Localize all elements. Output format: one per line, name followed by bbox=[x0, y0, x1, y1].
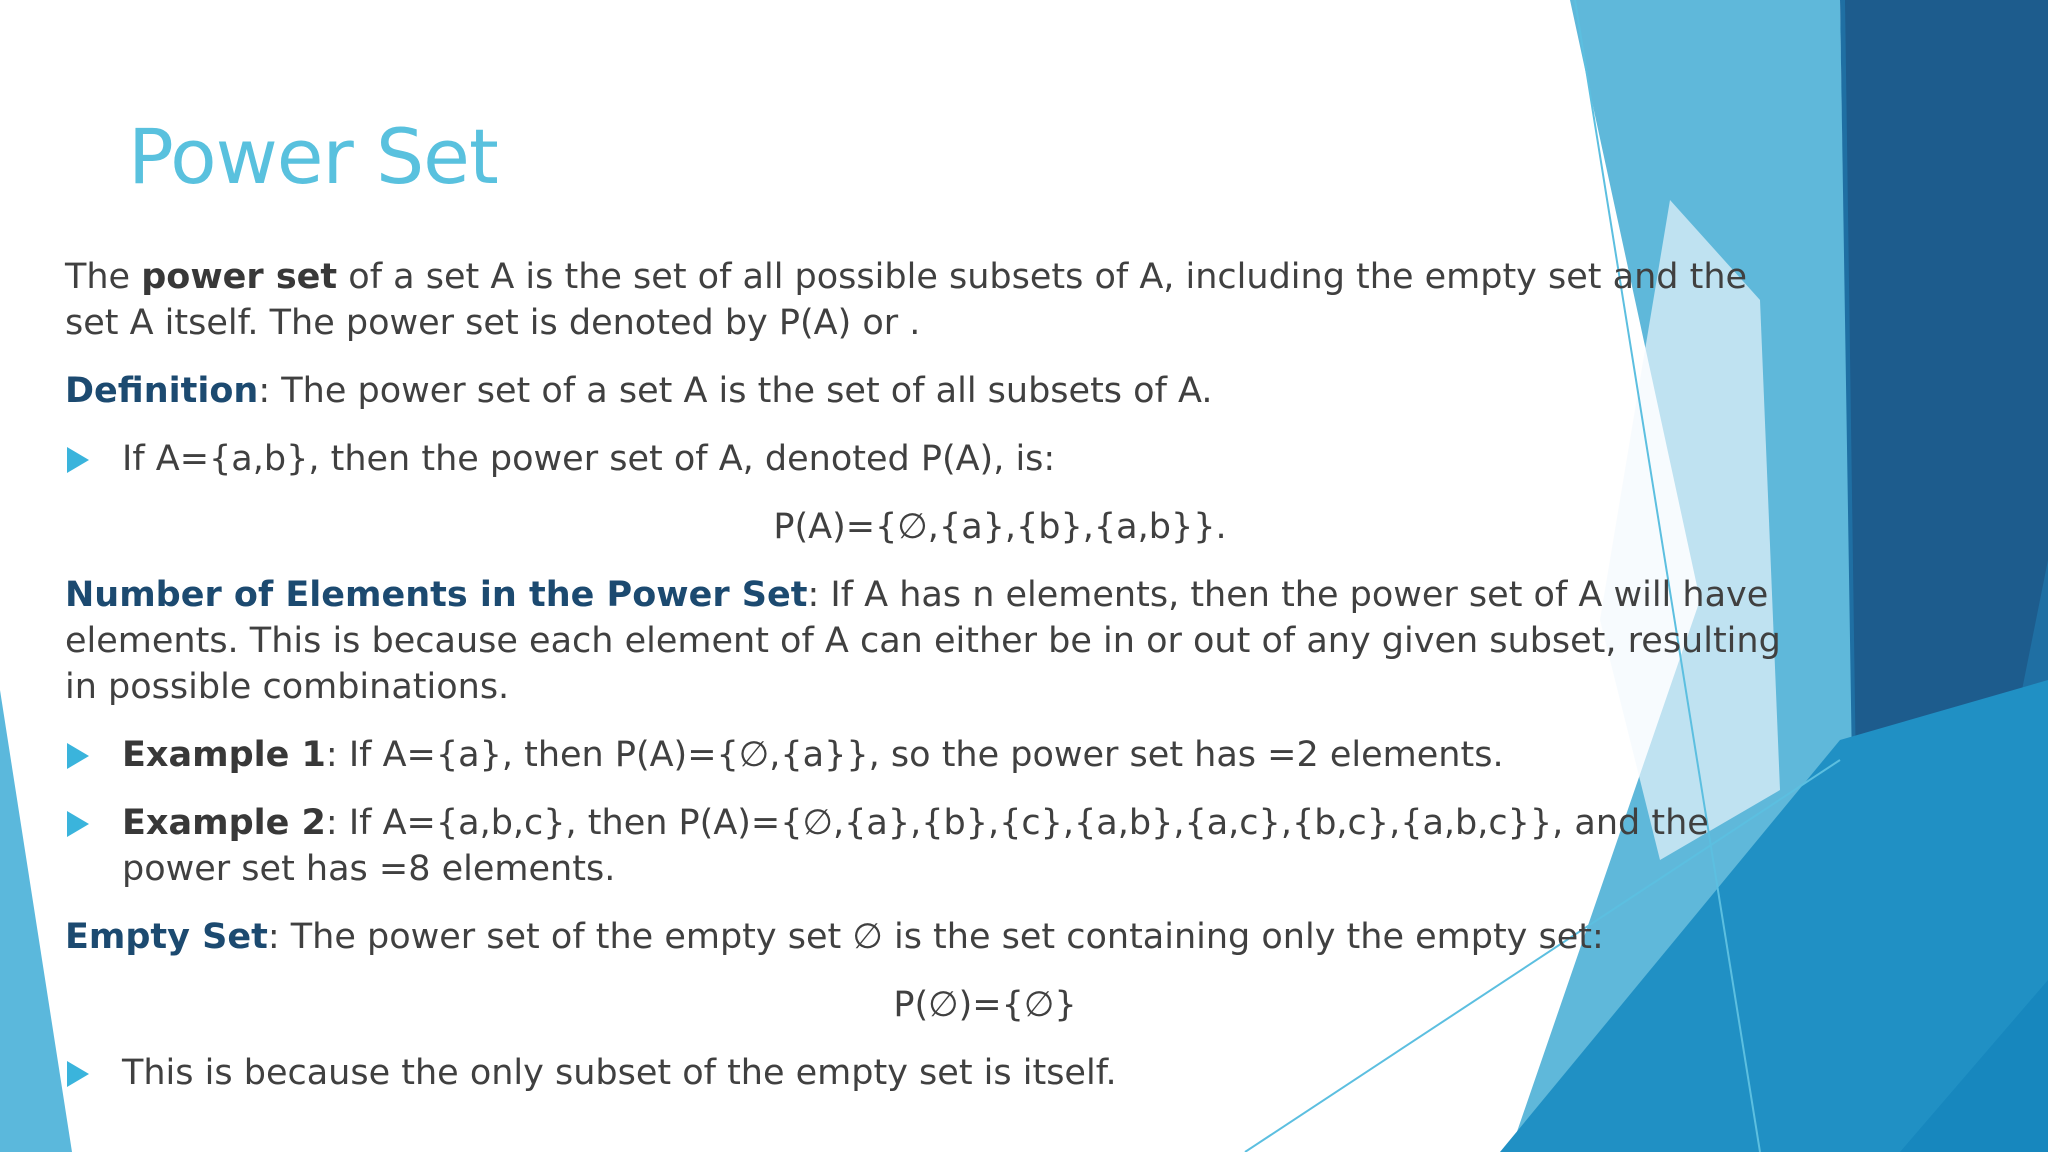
bullet-triangle-icon bbox=[67, 1061, 89, 1087]
slide-title: Power Set bbox=[128, 112, 498, 201]
empty-set-paragraph bbox=[65, 914, 1785, 960]
number-of-elements-text: : If A has n elements, then the power set of A will have elements. This is because each element of A can either be in or out of any given subset, resulting in possible combinations. bbox=[65, 575, 1781, 707]
slide-body bbox=[65, 254, 1785, 1118]
example2-label: Example 2 bbox=[122, 803, 326, 843]
bullet-item bbox=[65, 436, 1785, 482]
decor-left-sliver bbox=[0, 690, 72, 1152]
intro-paragraph bbox=[65, 254, 1785, 346]
definition-paragraph bbox=[65, 368, 1785, 414]
empty-set-text: : The power set of the empty set ∅ is the set containing only the empty set: bbox=[267, 917, 1604, 957]
number-of-elements-label: Number of Elements in the Power Set bbox=[65, 575, 808, 615]
empty-set-label: Empty Set bbox=[65, 917, 268, 957]
bullet-item bbox=[65, 800, 1785, 892]
bullet-text: If A={a,b}, then the power set of A, denoted P(A), is: bbox=[122, 439, 1056, 479]
bullet-item bbox=[65, 1050, 1785, 1096]
bullet-text: This is because the only subset of the empty set is itself. bbox=[122, 1053, 1117, 1093]
bullet-triangle-icon bbox=[67, 811, 89, 837]
number-of-elements-paragraph bbox=[65, 572, 1785, 710]
intro-text-end: of a set A is the set of all possible subsets of A, including the empty set and the set A itself. The power set is denoted by P(A) or . bbox=[65, 257, 1748, 343]
formula-power-set-pair: P(A)={∅,{a},{b},{a,b}}. bbox=[773, 507, 1227, 547]
bullet-triangle-icon bbox=[67, 743, 89, 769]
example2-text: : If A={a,b,c}, then P(A)={∅,{a},{b},{c},{a,b},{a,c},{b,c},{a,b,c}}, and the power set has =8 elements. bbox=[122, 803, 1709, 889]
formula-empty-set: P(∅)={∅} bbox=[893, 985, 1077, 1025]
bullet-triangle-icon bbox=[67, 447, 89, 473]
example1-text: : If A={a}, then P(A)={∅,{a}}, so the power set has =2 elements. bbox=[325, 735, 1504, 775]
power-set-term: power set bbox=[141, 257, 338, 297]
bullet-item bbox=[65, 732, 1785, 778]
definition-label: Definition bbox=[65, 371, 259, 411]
definition-text: : The power set of a set A is the set of all subsets of A. bbox=[258, 371, 1213, 411]
intro-text-start: The bbox=[65, 257, 142, 297]
example1-label: Example 1 bbox=[122, 735, 326, 775]
